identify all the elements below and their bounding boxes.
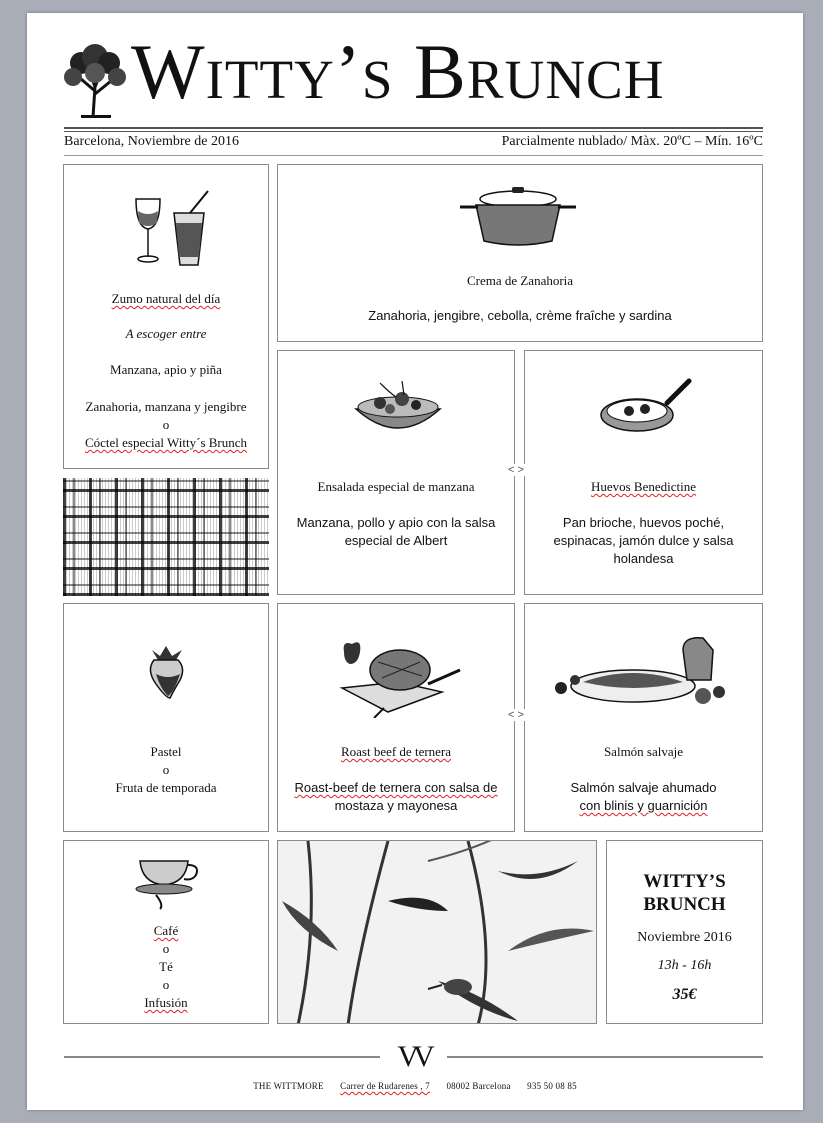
footer-address: Carrer de Rudarenes , 7 (340, 1081, 430, 1091)
info-name-line2: BRUNCH (643, 894, 726, 915)
soup-desc: Zanahoria, jengibre, cebolla, crème fraîche y sardina (368, 308, 672, 323)
page-title: Witty’s Brunch (131, 28, 665, 115)
footer-rule-right (447, 1056, 763, 1058)
dessert-or: o (162, 762, 170, 777)
info-name-line1: WITTY’S (643, 871, 726, 892)
drinks-option-1: Manzana, apio y piña (110, 362, 222, 377)
header-rule-thin (64, 131, 763, 132)
salmon-desc-line1: Salmón salvaje ahumado (570, 780, 717, 795)
soup-card (277, 164, 763, 342)
footer-name: THE WITTMORE (253, 1081, 324, 1091)
teacup-icon (134, 849, 202, 911)
footer-rule-left (64, 1056, 380, 1058)
frying-pan-icon (597, 377, 693, 441)
coffee-item-2: Té (159, 959, 173, 974)
info-date: Noviembre 2016 (637, 930, 732, 945)
eggs-desc-line3: holandesa (613, 551, 674, 566)
pot-icon (456, 185, 580, 249)
roast-beef-icon (338, 632, 464, 718)
salmon-title: Salmón salvaje (603, 744, 684, 759)
dateline-rule (64, 155, 763, 156)
footer-contact (27, 1081, 803, 1091)
info-hours: 13h - 16h (657, 958, 712, 973)
salad-title: Ensalada especial de manzana (317, 479, 475, 494)
arrows-icon-1: < > (508, 464, 524, 476)
beef-card (277, 603, 515, 832)
plaid-image (63, 478, 269, 596)
drinks-subtitle: A escoger entre (125, 326, 207, 341)
beef-desc-line1: Roast-beef de ternera con salsa de (294, 780, 498, 795)
dessert-card (63, 603, 269, 832)
drinks-title: Zumo natural del día (111, 291, 221, 306)
coffee-card (63, 840, 269, 1024)
menu-page (27, 13, 803, 1110)
drinks-card (63, 164, 269, 469)
eggs-card (524, 350, 763, 595)
tree-logo-icon (59, 39, 131, 119)
header-rule (64, 127, 763, 129)
salmon-card (524, 603, 763, 832)
info-card (606, 840, 763, 1024)
beef-desc-line2: mostaza y mayonesa (334, 798, 458, 813)
beef-title: Roast beef de ternera (340, 744, 452, 759)
eggs-desc-line1: Pan brioche, huevos poché, (562, 515, 725, 530)
drinks-or: o (162, 417, 170, 432)
salad-desc-line2: especial de Albert (344, 533, 448, 548)
coffee-item-3: Infusión (144, 995, 188, 1010)
salmon-desc-line2: con blinis y guarnición (579, 798, 708, 813)
coffee-item-1: Café (153, 923, 179, 938)
salad-icon (350, 377, 446, 441)
eggs-title: Huevos Benedictine (590, 479, 697, 494)
strawberry-icon (142, 640, 192, 700)
coffee-or-2: o (162, 977, 170, 992)
weather: Parcialmente nublado/ Màx. 20ºC – Mín. 16ºC (501, 134, 763, 149)
drinks-option-3: Cóctel especial Witty´s Brunch (84, 435, 248, 450)
salad-card (277, 350, 515, 595)
arrows-icon-2: < > (508, 709, 524, 721)
eggs-desc-line2: espinacas, jamón dulce y salsa (553, 533, 734, 548)
wittmore-logo: VV (397, 1040, 429, 1073)
coffee-or-1: o (162, 941, 170, 956)
footer-phone: 935 50 08 85 (527, 1081, 577, 1091)
info-price: 35€ (672, 986, 697, 1003)
city-date: Barcelona, Noviembre de 2016 (64, 134, 239, 149)
drinks-option-2: Zanahoria, manzana y jengibre (85, 399, 247, 414)
dessert-title: Pastel (150, 744, 182, 759)
footer-city: 08002 Barcelona (446, 1081, 511, 1091)
dessert-alt: Fruta de temporada (115, 780, 217, 795)
salmon-icon (553, 632, 729, 712)
bamboo-bird-image (277, 840, 597, 1024)
drinks-icon (130, 187, 220, 271)
soup-title: Crema de Zanahoria (466, 273, 574, 288)
salad-desc-line1: Manzana, pollo y apio con la salsa (296, 515, 496, 530)
